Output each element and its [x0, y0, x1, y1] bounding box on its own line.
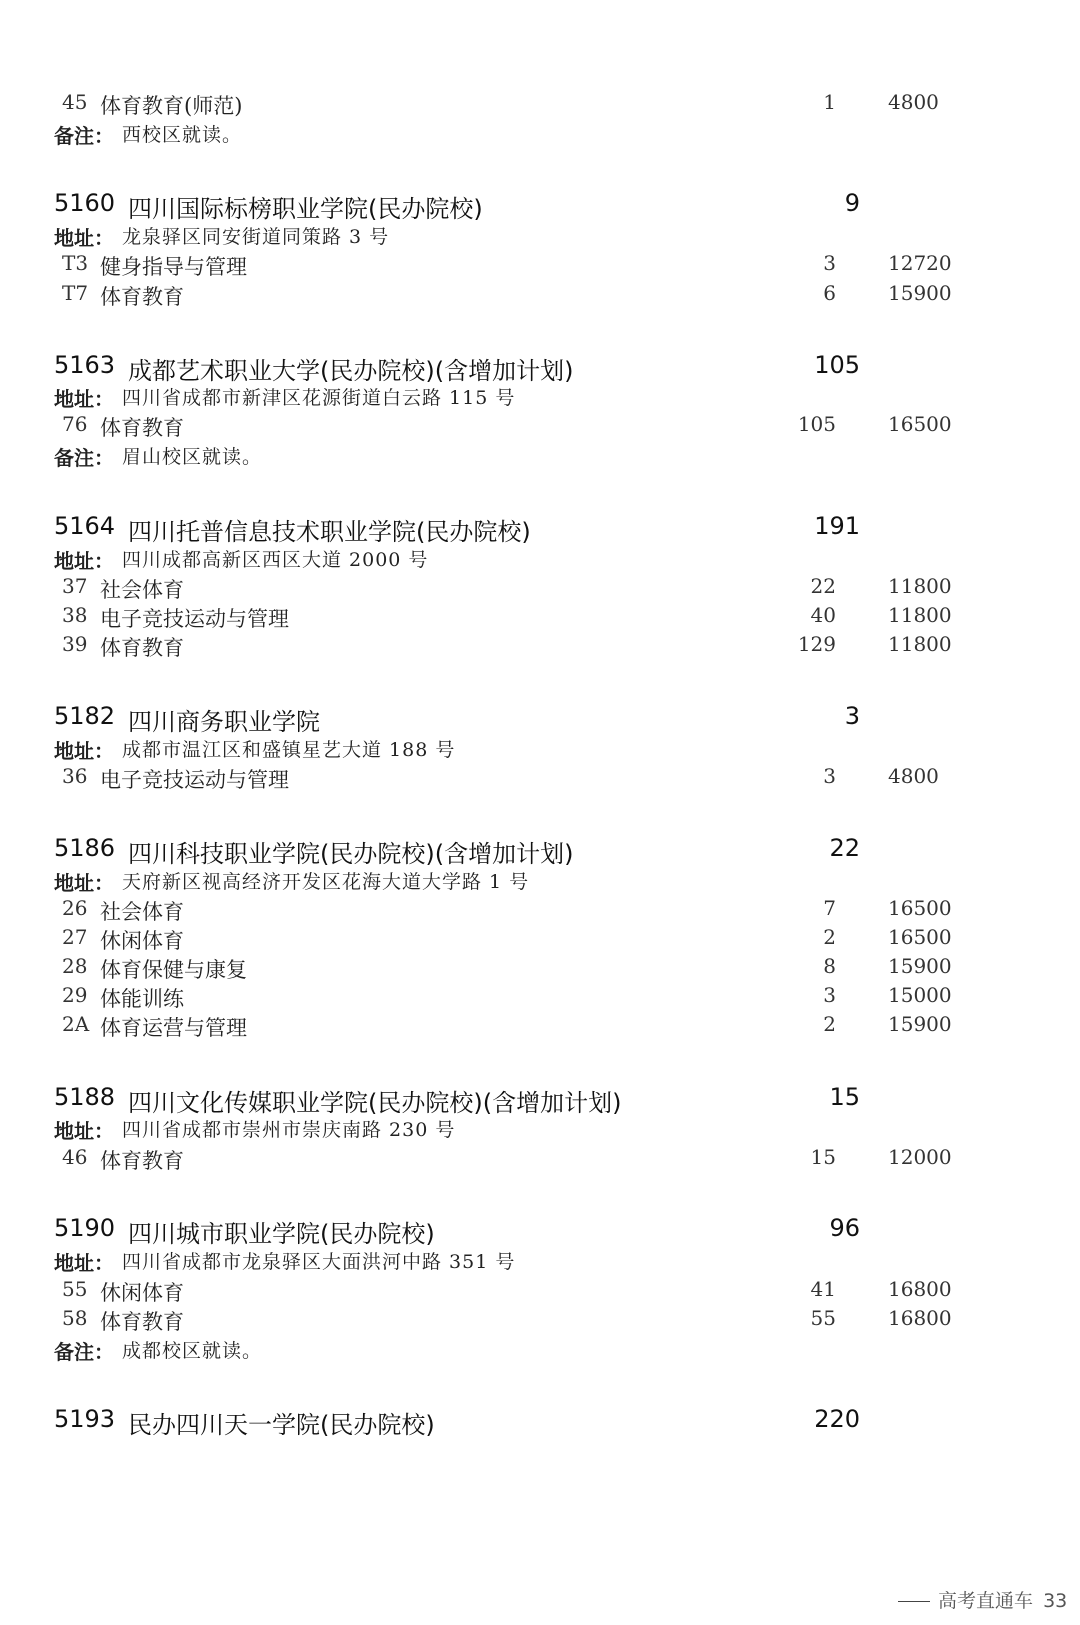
program-count: 3	[823, 251, 836, 275]
school-name: 四川文化传媒职业学院(民办院校)(含增加计划)	[128, 1089, 622, 1117]
program-fee: 15000	[888, 983, 952, 1007]
school-total: 96	[829, 1214, 860, 1242]
school-code: 5186	[54, 834, 116, 862]
school-total: 105	[814, 351, 860, 379]
program-code: 45	[62, 90, 88, 114]
program-name: 体育教育	[100, 1310, 184, 1334]
program-code: 36	[62, 764, 88, 788]
program-name: 体育保健与康复	[100, 958, 247, 982]
program-code: 28	[62, 954, 88, 978]
program-code: 58	[62, 1306, 88, 1330]
school-total: 22	[829, 834, 860, 862]
school-total: 191	[814, 512, 860, 540]
program-count: 129	[797, 632, 836, 656]
program-count: 40	[810, 603, 836, 627]
program-name: 社会体育	[100, 900, 184, 924]
note-text: 眉山校区就读。	[122, 446, 263, 468]
page-number: 33	[1043, 1590, 1068, 1612]
address-text: 四川省成都市新津区花源街道白云路 115 号	[122, 387, 516, 409]
program-fee: 11800	[888, 574, 952, 598]
address-label: 地址：	[54, 739, 114, 763]
program-count: 3	[823, 983, 836, 1007]
note-label: 备注：	[54, 446, 114, 470]
address-text: 天府新区视高经济开发区花海大道大学路 1 号	[122, 871, 530, 893]
program-count: 7	[823, 896, 836, 920]
program-count: 2	[823, 1012, 836, 1036]
program-count: 22	[810, 574, 836, 598]
program-code: T3	[62, 251, 89, 275]
program-code: 76	[62, 412, 88, 436]
school-code: 5188	[54, 1083, 116, 1111]
school-total: 3	[844, 702, 860, 730]
school-code: 5190	[54, 1214, 116, 1242]
school-name: 四川城市职业学院(民办院校)	[128, 1220, 435, 1248]
address-label: 地址：	[54, 387, 114, 411]
program-count: 41	[810, 1277, 836, 1301]
program-count: 1	[823, 90, 836, 114]
program-fee: 12720	[888, 251, 952, 275]
program-fee: 15900	[888, 281, 952, 305]
school-name: 民办四川天一学院(民办院校)	[128, 1411, 435, 1439]
program-name: 休闲体育	[100, 1281, 184, 1305]
address-text: 成都市温江区和盛镇星艺大道 188 号	[122, 739, 456, 761]
program-count: 55	[810, 1306, 836, 1330]
school-code: 5193	[54, 1405, 116, 1433]
note-label: 备注：	[54, 124, 114, 148]
footer-dash	[898, 1601, 930, 1602]
address-label: 地址：	[54, 549, 114, 573]
program-name: 体育教育	[100, 636, 184, 660]
program-code: 29	[62, 983, 88, 1007]
note-label: 备注：	[54, 1340, 114, 1364]
program-name: 体能训练	[100, 987, 184, 1011]
program-name: 体育教育(师范)	[100, 94, 243, 118]
program-code: 38	[62, 603, 88, 627]
program-fee: 16500	[888, 412, 952, 436]
program-fee: 4800	[888, 90, 939, 114]
address-label: 地址：	[54, 871, 114, 895]
school-code: 5163	[54, 351, 116, 379]
program-name: 体育教育	[100, 416, 184, 440]
program-count: 2	[823, 925, 836, 949]
program-name: 休闲体育	[100, 929, 184, 953]
note-text: 成都校区就读。	[122, 1340, 263, 1362]
address-label: 地址：	[54, 226, 114, 250]
program-code: 46	[62, 1145, 88, 1169]
address-text: 四川成都高新区西区大道 2000 号	[122, 549, 429, 571]
school-code: 5160	[54, 189, 116, 217]
note-text: 西校区就读。	[122, 124, 243, 146]
school-code: 5164	[54, 512, 116, 540]
program-count: 3	[823, 764, 836, 788]
school-name: 四川托普信息技术职业学院(民办院校)	[128, 518, 531, 546]
program-name: 社会体育	[100, 578, 184, 602]
school-total: 15	[829, 1083, 860, 1111]
program-fee: 16800	[888, 1277, 952, 1301]
program-name: 体育教育	[100, 285, 184, 309]
address-text: 龙泉驿区同安街道同策路 3 号	[122, 226, 390, 248]
program-count: 6	[823, 281, 836, 305]
program-fee: 16500	[888, 896, 952, 920]
school-name: 四川商务职业学院	[128, 708, 320, 736]
program-count: 105	[797, 412, 836, 436]
page-footer	[898, 1586, 1067, 1613]
footer-watermark: 高考直通车	[938, 1590, 1034, 1612]
program-code: 27	[62, 925, 88, 949]
program-name: 体育运营与管理	[100, 1016, 247, 1040]
program-code: 26	[62, 896, 88, 920]
school-name: 四川科技职业学院(民办院校)(含增加计划)	[128, 840, 574, 868]
program-fee: 16500	[888, 925, 952, 949]
program-count: 8	[823, 954, 836, 978]
program-fee: 11800	[888, 632, 952, 656]
program-count: 15	[810, 1145, 836, 1169]
program-name: 体育教育	[100, 1149, 184, 1173]
program-fee: 12000	[888, 1145, 952, 1169]
program-name: 电子竞技运动与管理	[100, 768, 289, 792]
program-fee: 16800	[888, 1306, 952, 1330]
school-code: 5182	[54, 702, 116, 730]
school-total: 9	[844, 189, 860, 217]
program-code: 55	[62, 1277, 88, 1301]
school-name: 四川国际标榜职业学院(民办院校)	[128, 195, 483, 223]
program-fee: 11800	[888, 603, 952, 627]
school-name: 成都艺术职业大学(民办院校)(含增加计划)	[128, 357, 574, 385]
address-text: 四川省成都市崇州市崇庆南路 230 号	[122, 1119, 456, 1141]
program-fee: 4800	[888, 764, 939, 788]
program-code: 37	[62, 574, 88, 598]
program-fee: 15900	[888, 1012, 952, 1036]
program-fee: 15900	[888, 954, 952, 978]
program-code: T7	[62, 281, 89, 305]
program-code: 2A	[62, 1012, 90, 1036]
program-name: 电子竞技运动与管理	[100, 607, 289, 631]
program-code: 39	[62, 632, 88, 656]
school-total: 220	[814, 1405, 860, 1433]
address-text: 四川省成都市龙泉驿区大面洪河中路 351 号	[122, 1251, 516, 1273]
address-label: 地址：	[54, 1119, 114, 1143]
address-label: 地址：	[54, 1251, 114, 1275]
program-name: 健身指导与管理	[100, 255, 247, 279]
